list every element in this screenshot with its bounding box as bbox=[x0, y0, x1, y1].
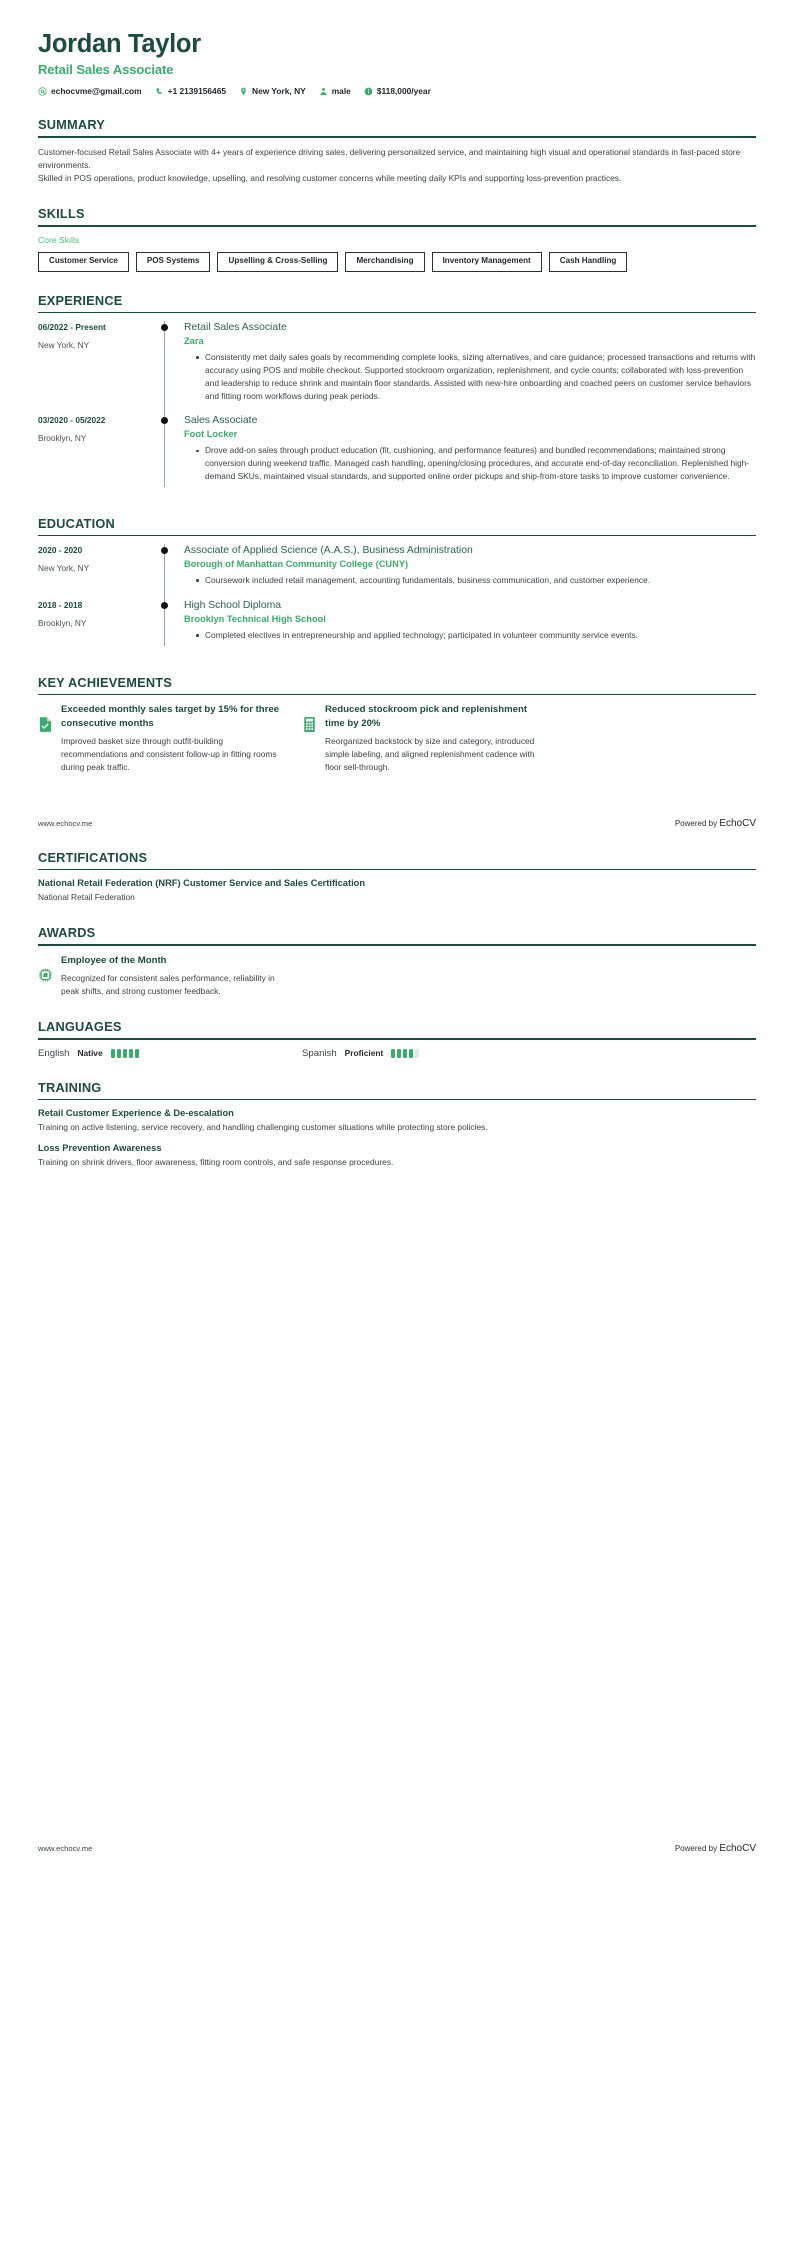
section-awards bbox=[38, 925, 756, 998]
achievement-card bbox=[38, 703, 282, 774]
certification-title: National Retail Federation (NRF) Customer Service and Sales Certification bbox=[38, 878, 366, 889]
contact-location bbox=[239, 86, 306, 96]
section-certifications bbox=[38, 850, 756, 904]
timeline-marker bbox=[160, 321, 184, 414]
experience-location: New York, NY bbox=[38, 340, 90, 351]
timeline-dot-icon bbox=[161, 417, 168, 424]
proficiency-dot-filled bbox=[129, 1049, 133, 1058]
footer-brand-name: EchoCV bbox=[719, 1843, 756, 1855]
contact-salary bbox=[364, 86, 431, 96]
section-title-skills: SKILLS bbox=[38, 206, 85, 222]
award-title: Employee of the Month bbox=[61, 954, 167, 966]
education-entry-meta bbox=[38, 544, 160, 599]
summary-paragraph: Skilled in POS operations, product knowledge, upselling, and resolving customer concerns while meeting daily KPIs and supporting loss-prevention practices. bbox=[38, 173, 622, 184]
experience-entry-body bbox=[184, 321, 756, 414]
experience-company: Zara bbox=[184, 336, 204, 347]
experience-bullets bbox=[184, 444, 756, 482]
footer-powered-by-label: Powered by bbox=[674, 818, 720, 828]
achievements-grid bbox=[38, 703, 756, 774]
timeline-dot-icon bbox=[161, 324, 168, 331]
contact-salary-value: $118,000/year bbox=[376, 86, 431, 97]
education-institution: Brooklyn Technical High School bbox=[184, 614, 326, 624]
experience-entry-body bbox=[184, 414, 756, 494]
bullet-item: Completed electives in entrepreneurship and applied technology; participated in volunteer community service events. bbox=[196, 629, 756, 642]
experience-entry bbox=[38, 321, 756, 414]
section-divider bbox=[38, 136, 756, 138]
education-degree: High School Diploma bbox=[184, 600, 282, 611]
contact-email-value: echocvme@gmail.com bbox=[51, 86, 142, 97]
experience-dates: 06/2022 - Present bbox=[38, 322, 106, 333]
education-dates: 2018 - 2018 bbox=[38, 600, 83, 610]
section-title-training: TRAINING bbox=[38, 1079, 102, 1095]
proficiency-dot-filled bbox=[135, 1049, 139, 1058]
contact-gender-value: male bbox=[331, 86, 351, 97]
salary-info-icon bbox=[364, 87, 373, 96]
skill-chip: Customer Service bbox=[38, 252, 129, 272]
education-entry-body bbox=[184, 599, 756, 654]
footer-url[interactable]: www.echocv.me bbox=[38, 818, 93, 828]
proficiency-dot-filled bbox=[117, 1049, 121, 1058]
footer-powered-by-label: Powered by bbox=[674, 1844, 720, 1854]
award-description: Recognized for consistent sales performance, reliability in peak shifts, and strong customer feedback. bbox=[61, 972, 275, 996]
chip-badge-icon bbox=[38, 967, 53, 984]
contact-email[interactable] bbox=[38, 86, 142, 96]
achievement-title: Exceeded monthly sales target by 15% for three consecutive months bbox=[61, 704, 280, 729]
achievement-text bbox=[61, 703, 282, 774]
skills-chip-list bbox=[38, 252, 756, 272]
training-title: Loss Prevention Awareness bbox=[38, 1142, 162, 1153]
page-title: Jordan Taylor bbox=[38, 30, 201, 58]
section-title-languages: LANGUAGES bbox=[38, 1018, 122, 1034]
training-title: Retail Customer Experience & De-escalation bbox=[38, 1108, 234, 1119]
experience-company: Foot Locker bbox=[184, 429, 238, 440]
skill-chip: Upselling & Cross-Selling bbox=[217, 252, 338, 272]
experience-role: Sales Associate bbox=[184, 415, 258, 427]
header-job-title: Retail Sales Associate bbox=[38, 62, 174, 78]
skill-chip: Cash Handling bbox=[549, 252, 628, 272]
experience-dates: 03/2020 - 05/2022 bbox=[38, 415, 106, 426]
document-check-icon bbox=[38, 716, 53, 733]
section-experience bbox=[38, 293, 756, 495]
education-degree: Associate of Applied Science (A.A.S.), Business Administration bbox=[184, 545, 473, 557]
bullet-item: Drove add-on sales through product education (fit, cushioning, and performance features) and bundled recommendations; maintained strong conversion during weekend traffic. Managed cash handling, opening/closing procedures, and accurate end-of-day reconciliation. Replenished high-demand SKUs, maintained visual standards, and supported online order pickups and ship-from-store tasks to improve customer convenience. bbox=[196, 444, 756, 482]
section-title-education: EDUCATION bbox=[38, 515, 115, 531]
language-item bbox=[38, 1048, 302, 1059]
language-level: Native bbox=[77, 1048, 103, 1059]
section-title-experience: EXPERIENCE bbox=[38, 292, 123, 308]
proficiency-dot-filled bbox=[123, 1049, 127, 1058]
section-education bbox=[38, 516, 756, 654]
proficiency-dot-filled bbox=[391, 1049, 395, 1058]
section-skills bbox=[38, 206, 756, 271]
contact-phone[interactable] bbox=[155, 86, 226, 96]
section-title-summary: SUMMARY bbox=[38, 117, 106, 133]
calculator-icon bbox=[302, 716, 317, 733]
section-divider bbox=[38, 225, 756, 227]
proficiency-dot-filled bbox=[397, 1049, 401, 1058]
education-entry-meta bbox=[38, 599, 160, 654]
training-item bbox=[38, 1108, 756, 1134]
bottom-spacer bbox=[38, 1177, 756, 1243]
timeline-dot-icon bbox=[161, 602, 168, 609]
skill-chip: POS Systems bbox=[136, 252, 211, 272]
location-pin-icon bbox=[239, 87, 248, 96]
education-entry-body bbox=[184, 544, 756, 599]
education-institution: Borough of Manhattan Community College (CUNY) bbox=[184, 559, 409, 570]
certification-issuer: National Retail Federation bbox=[38, 892, 135, 903]
experience-entry-meta bbox=[38, 321, 160, 414]
experience-location: Brooklyn, NY bbox=[38, 433, 87, 444]
certification-item bbox=[38, 878, 756, 904]
section-title-achievements: KEY ACHIEVEMENTS bbox=[38, 674, 173, 690]
languages-grid bbox=[38, 1048, 756, 1059]
training-description: Training on shrink drivers, floor awareness, fitting room controls, and safe response procedures. bbox=[38, 1156, 394, 1167]
email-icon bbox=[38, 87, 47, 96]
proficiency-dot-filled bbox=[403, 1049, 407, 1058]
proficiency-dot-empty bbox=[415, 1049, 419, 1058]
section-divider bbox=[38, 694, 756, 696]
education-bullets bbox=[184, 574, 756, 587]
bullet-item: Consistently met daily sales goals by recommending complete looks, sizing alternatives, and care guidance; processed transactions and returns with accuracy using POS and mobile checkout. Supported stockroom organization, replenishment, and cycle counts; collaborated with loss-prevention and leadership to reduce shrink and maintain floor standards. Assisted with new-hire onboarding and coached peers on customer service behaviors and fitting room workflows during peak periods. bbox=[196, 351, 756, 402]
proficiency-dot-filled bbox=[409, 1049, 413, 1058]
achievement-text bbox=[325, 703, 546, 774]
section-title-awards: AWARDS bbox=[38, 925, 96, 941]
experience-entry bbox=[38, 414, 756, 494]
education-location: New York, NY bbox=[38, 563, 90, 574]
page-footer bbox=[38, 1843, 756, 1854]
proficiency-dot-filled bbox=[111, 1049, 115, 1058]
section-divider bbox=[38, 944, 756, 946]
resume-header bbox=[38, 0, 756, 96]
timeline-line bbox=[164, 321, 165, 414]
section-divider bbox=[38, 312, 756, 314]
section-divider bbox=[38, 1038, 756, 1040]
achievement-title: Reduced stockroom pick and replenishment time by 20% bbox=[325, 704, 528, 729]
timeline-marker bbox=[160, 544, 184, 599]
page-footer bbox=[38, 818, 756, 829]
section-summary bbox=[38, 117, 756, 185]
section-key-achievements bbox=[38, 675, 756, 774]
language-proficiency-dots bbox=[111, 1049, 139, 1058]
language-name: Spanish bbox=[302, 1047, 337, 1059]
timeline-dot-icon bbox=[161, 547, 168, 554]
contact-phone-value: +1 2139156465 bbox=[167, 86, 227, 97]
contact-row bbox=[38, 86, 756, 96]
skill-chip: Inventory Management bbox=[432, 252, 542, 272]
award-card bbox=[38, 954, 282, 998]
awards-grid bbox=[38, 954, 756, 998]
training-description: Training on active listening, service recovery, and handling challenging customer situations while protecting store policies. bbox=[38, 1122, 488, 1133]
section-languages bbox=[38, 1019, 756, 1059]
education-entry bbox=[38, 544, 756, 599]
education-entry bbox=[38, 599, 756, 654]
bullet-item: Coursework included retail management, accounting fundamentals, business communication, and customer experience. bbox=[196, 574, 756, 587]
education-location: Brooklyn, NY bbox=[38, 618, 87, 628]
section-training bbox=[38, 1080, 756, 1169]
footer-url[interactable]: www.echocv.me bbox=[38, 1844, 93, 1854]
experience-bullets bbox=[184, 351, 756, 402]
education-dates: 2020 - 2020 bbox=[38, 545, 83, 556]
skill-chip: Merchandising bbox=[345, 252, 424, 272]
skills-group-label: Core Skills bbox=[38, 234, 80, 245]
language-proficiency-dots bbox=[391, 1049, 419, 1058]
language-name: English bbox=[38, 1047, 70, 1059]
phone-icon bbox=[155, 87, 164, 96]
experience-role: Retail Sales Associate bbox=[184, 322, 287, 334]
section-divider bbox=[38, 1099, 756, 1101]
section-divider bbox=[38, 869, 756, 871]
language-level: Proficient bbox=[344, 1048, 384, 1059]
achievement-description: Reorganized backstock by size and category, introduced simple labeling, and aligned replenishment cadence with floor sell-through. bbox=[325, 735, 535, 772]
section-divider bbox=[38, 535, 756, 537]
footer-brand bbox=[675, 818, 756, 829]
award-text bbox=[61, 954, 282, 998]
achievement-card bbox=[302, 703, 546, 774]
training-item bbox=[38, 1143, 756, 1169]
language-item bbox=[302, 1048, 566, 1059]
contact-gender bbox=[319, 86, 351, 96]
experience-entry-meta bbox=[38, 414, 160, 494]
person-icon bbox=[319, 87, 328, 96]
contact-location-value: New York, NY bbox=[252, 86, 306, 97]
footer-brand bbox=[675, 1843, 756, 1854]
timeline-marker bbox=[160, 414, 184, 494]
footer-brand-name: EchoCV bbox=[719, 817, 756, 829]
timeline-marker bbox=[160, 599, 184, 654]
timeline-line bbox=[164, 414, 165, 486]
section-title-certifications: CERTIFICATIONS bbox=[38, 849, 148, 865]
achievement-description: Improved basket size through outfit-building recommendations and consistent follow-up in fitting rooms during peak traffic. bbox=[61, 735, 277, 772]
summary-paragraph: Customer-focused Retail Sales Associate with 4+ years of experience driving sales, delivering personalized service, and maintaining high visual and operational standards in fast-paced store environments. bbox=[38, 146, 741, 170]
education-bullets bbox=[184, 629, 756, 642]
